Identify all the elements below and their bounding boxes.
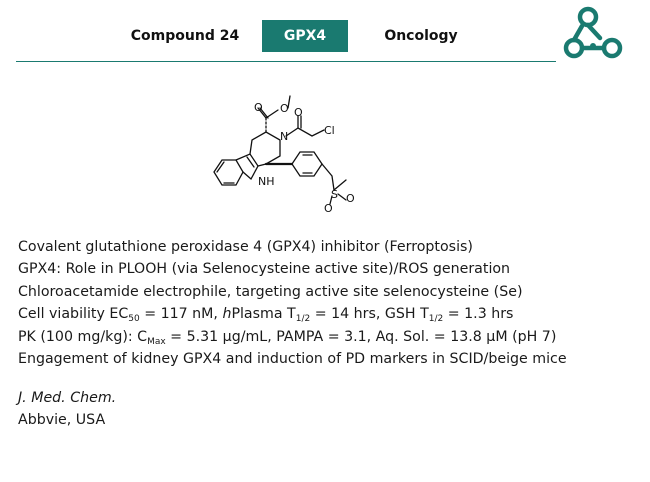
detail-pk — [18, 326, 638, 348]
atom-o-carbonyl: O — [254, 101, 263, 114]
detail-electrophile: Chloroacetamide electrophile, targeting active site selenocysteine (Se) — [18, 283, 523, 300]
potency-text-3: Plasma T — [231, 306, 296, 323]
atom-nh: NH — [258, 175, 275, 188]
potency-text-2: = 117 nM, — [139, 306, 223, 323]
compound-details — [18, 236, 638, 370]
tab-therapeutic-area[interactable]: Oncology — [384, 28, 458, 44]
detail-target-role: GPX4: Role in PLOOH (via Selenocysteine active site)/ROS generation — [18, 261, 511, 278]
potency-sub-ec50: 50 — [128, 314, 140, 325]
detail-mechanism: Covalent glutathione peroxidase 4 (GPX4) inhibitor (Ferroptosis) — [18, 239, 473, 255]
tab-target[interactable]: GPX4 — [262, 20, 348, 52]
potency-italic-h: h — [222, 306, 232, 323]
pk-text-1: PK (100 mg/kg): C — [18, 328, 148, 345]
detail-potency — [18, 303, 638, 325]
atom-cl: Cl — [324, 124, 335, 137]
potency-text-4: = 14 hrs, GSH T — [310, 306, 429, 323]
potency-sub-half-1: 1/2 — [295, 314, 311, 325]
potency-sub-half-2: 1/2 — [428, 314, 444, 325]
affiliation: Abbvie, USA — [18, 412, 106, 428]
atom-o-amide: O — [294, 106, 303, 119]
atom-o-sulfone-2: O — [324, 202, 333, 215]
pk-sub-max: Max — [147, 336, 166, 347]
journal-citation: J. Med. Chem. — [18, 390, 117, 406]
atom-n-amide: N — [280, 130, 289, 143]
atom-o-ester: O — [280, 102, 289, 115]
header-divider — [16, 61, 556, 62]
atom-s: S — [331, 188, 338, 201]
chemical-structure — [200, 86, 370, 216]
pk-text-2: = 5.31 µg/mL, PAMPA = 3.1, Aq. Sol. = 13.8 µM (pH 7) — [165, 328, 557, 345]
detail-in-vivo: Engagement of kidney GPX4 and induction of PD markers in SCID/beige mice — [18, 351, 567, 368]
atom-o-sulfone-1: O — [346, 192, 355, 205]
potency-text-5: = 1.3 hrs — [443, 306, 514, 323]
potency-text-1: Cell viability EC — [18, 306, 129, 323]
logo-icon — [560, 4, 632, 66]
tab-compound[interactable]: Compound 24 — [130, 28, 240, 44]
